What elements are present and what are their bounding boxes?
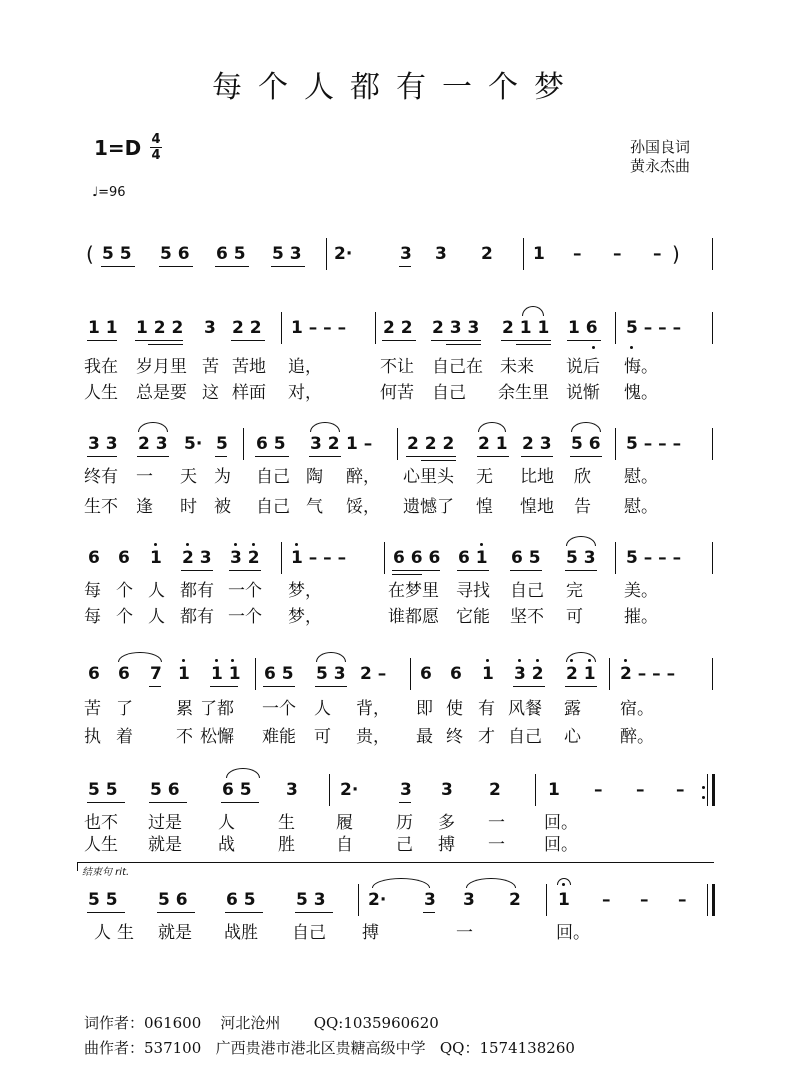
tempo-marking: ♩=96 bbox=[92, 185, 126, 200]
barline bbox=[712, 238, 713, 270]
note: 3 bbox=[400, 244, 412, 264]
score-line-2: 3 3 2 3 5· 5 6 5 3 2 1 – 2 2 2 2 1 2 3 5 6 5 – – – 终有 一 天 为 自己 陶 醉， 心里头 无 比地 欣 慰。 生不 逢 时 被 自己 气 馁， 遗憾了 惶 惶地 告 慰。 bbox=[0, 432, 792, 522]
coda-bracket bbox=[77, 862, 714, 871]
time-signature: 4 4 bbox=[151, 132, 161, 163]
coda-line: 5 5 5 6 6 5 5 3 2· 3 3 2 1 – – – 人生 就是 战胜 自己 搏 一 回。 bbox=[0, 888, 792, 948]
final-barline bbox=[707, 884, 715, 916]
note: 1 bbox=[533, 244, 545, 264]
barline bbox=[523, 238, 524, 270]
song-title: 每个人都有一个梦 bbox=[212, 70, 580, 105]
barline bbox=[326, 238, 327, 270]
close-paren: ) bbox=[672, 242, 680, 266]
lyricist-contact: 词作者：061600 河北沧州 QQ:1035960620 bbox=[84, 1014, 439, 1032]
note: 5 5 bbox=[102, 244, 132, 264]
repeat-barline bbox=[707, 774, 715, 806]
key-signature: 1=D bbox=[94, 136, 142, 160]
credits bbox=[630, 138, 690, 176]
note: 6 5 bbox=[216, 244, 246, 264]
score-line-3: 6 6 1 2 3 3 2 1 – – – 6 6 6 6 1 6 5 5 3 5 – – – 每 个 人 都有 一个 梦， 在梦里 寻找 自己 完 美。 每 个 人 都有 一个 梦， 谁都愿 它能 坚不 可 摧。 bbox=[0, 546, 792, 636]
note: 3 bbox=[435, 244, 447, 264]
intro-line: ( 5 5 5 6 6 5 5 3 2· 3 3 2 1 – – – ) bbox=[0, 238, 792, 298]
note: 2 bbox=[481, 244, 493, 264]
score-line-4: 6 6 7 1 1 1 6 5 5 3 2 – 6 6 1 3 2 2 1 2 – – – 苦 了 累 了都 一个 人 背， 即 使 有 风餐 露 宿。 执 着 不 松懈 难能 可 贵， 最 终 才 自己 心 醉。 bbox=[0, 662, 792, 752]
note: 5 6 bbox=[160, 244, 190, 264]
composer: 黄永杰曲 bbox=[630, 157, 691, 175]
lyricist: 孙国良词 bbox=[630, 138, 691, 156]
open-paren: ( bbox=[86, 242, 94, 266]
composer-contact: 曲作者：537100 广西贵港市港北区贵糖高级中学 QQ：1574138260 bbox=[84, 1039, 575, 1057]
note: 5 3 bbox=[272, 244, 302, 264]
note: 2· bbox=[334, 244, 353, 264]
score-line-1: 1 1 1 2 2 3 2 2 1 – – – 2 2 2 3 3 2 1 1 1 6 5 – – – 我在 岁月里 苦 苦地 追， 不让 自己在 未来 说后 悔。 人生 总是要 这 样面 对， 何苦 自己 余生里 说惭 愧。 bbox=[0, 316, 792, 406]
coda-label: 结束句 rit. bbox=[82, 867, 130, 878]
score-line-5: 5 5 5 6 6 5 3 2· 3 3 2 1 – – – 也不 过是 人 生 履 历 多 一 回。 人生 就是 战 胜 自 己 搏 一 回。 bbox=[0, 778, 792, 854]
